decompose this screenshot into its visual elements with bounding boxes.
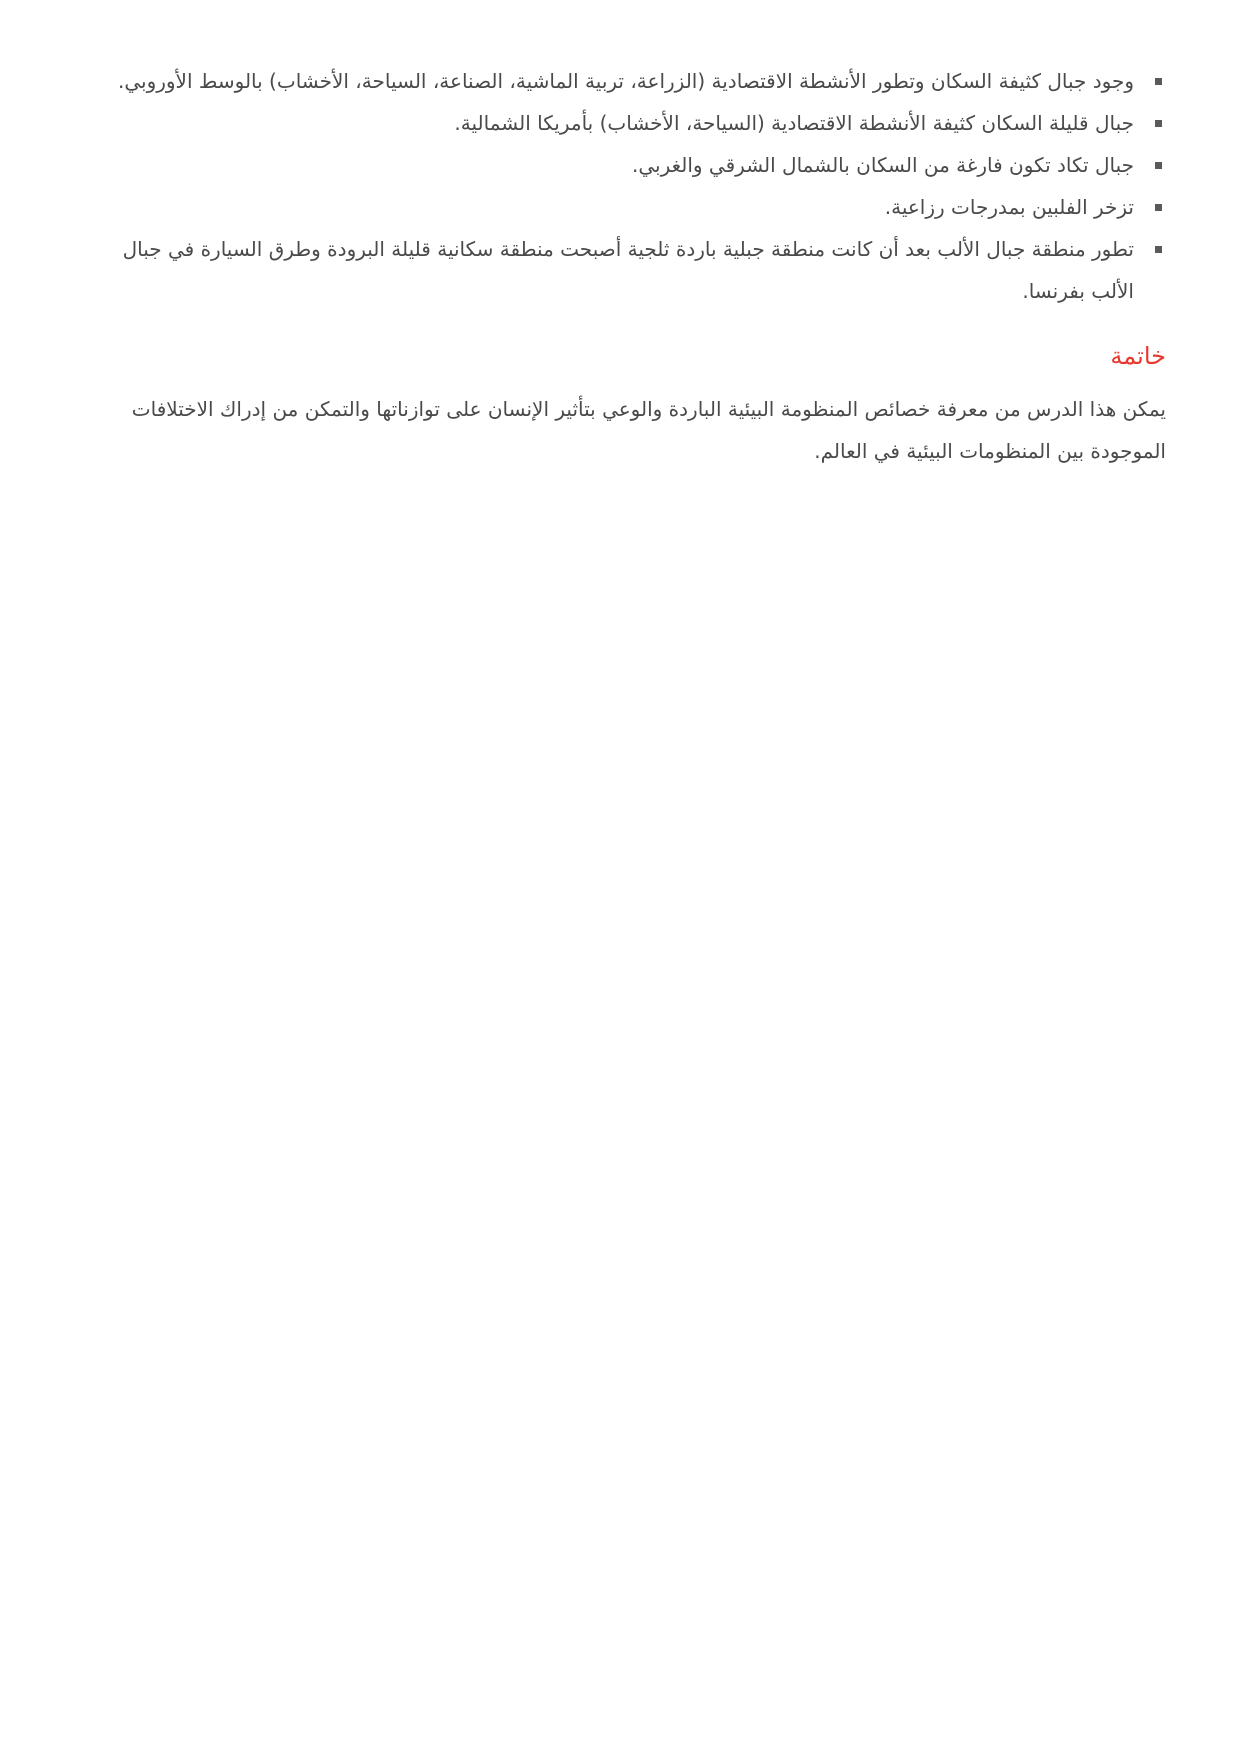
square-bullet-icon	[1155, 78, 1162, 85]
list-item-text: وجود جبال كثيفة السكان وتطور الأنشطة الاقتصادية (الزراعة، تربية الماشية، الصناعة، السياحة، الأخشاب) بالوسط الأوروبي.	[117, 69, 1134, 93]
square-bullet-icon	[1155, 120, 1162, 127]
square-bullet-icon	[1155, 246, 1162, 253]
list-item-text: جبال تكاد تكون فارغة من السكان بالشمال الشرقي والغربي.	[631, 153, 1134, 177]
list-item	[116, 60, 1134, 102]
list-item	[116, 144, 1134, 186]
list-item-text: تطور منطقة جبال الألب بعد أن كانت منطقة جبلية باردة ثلجية أصبحت منطقة سكانية قليلة البرودة وطرق السيارة في جبال الألب بفرنسا.	[122, 237, 1134, 303]
square-bullet-icon	[1155, 162, 1162, 169]
square-bullet-icon	[1155, 204, 1162, 211]
conclusion-heading: خاتمة	[1110, 342, 1166, 370]
bullet-list	[116, 60, 1166, 312]
list-item	[116, 102, 1134, 144]
list-item-text: تزخر الفلبين بمدرجات رزاعية.	[884, 195, 1134, 219]
conclusion-paragraph: يمكن هذا الدرس من معرفة خصائص المنظومة البيئية الباردة والوعي بتأثير الإنسان على توازناتها والتمكن من إدراك الاختلافات الموجودة بين المنظومات البيئية في العالم.	[131, 397, 1166, 463]
list-item	[116, 228, 1134, 312]
list-item	[116, 186, 1134, 228]
list-item-text: جبال قليلة السكان كثيفة الأنشطة الاقتصادية (السياحة، الأخشاب) بأمريكا الشمالية.	[454, 111, 1134, 135]
document-page	[116, 60, 1166, 472]
